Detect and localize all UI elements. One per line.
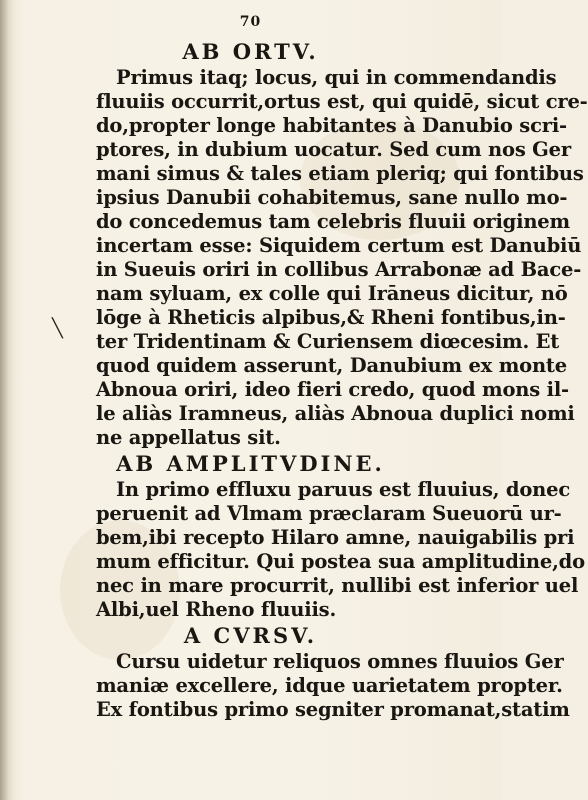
text-line: do concedemus tam celebris fluuii originem (96, 210, 570, 233)
text-line: le aliàs Iramneus, aliàs Abnoua duplici nomi (96, 402, 575, 425)
section-heading-amplitudine: AB AMPLITVDINE. (116, 451, 385, 476)
text-line: bem,ibi recepto Hilaro amne, nauigabilis pri (96, 526, 575, 549)
section-heading-cursu: A CVRSV. (183, 623, 318, 648)
text-line: lōge à Rheticis alpibus,& Rheni fontibus,in- (96, 306, 566, 329)
binding-shadow (0, 0, 14, 800)
text-line: mum efficitur. Qui postea sua amplitudine,do (96, 550, 585, 573)
text-line: ptores, in dubium uocatur. Sed cum nos Ger (96, 138, 571, 161)
text-line: ter Tridentinam & Curiensem diœcesim. Et (96, 330, 560, 353)
text-line: Ex fontibus primo segniter promanat,statim (96, 698, 570, 721)
text-line: incertam esse: Siquidem certum est Danubiū (96, 234, 582, 257)
text-line: ipsius Danubii cohabitemus, sane nullo mo- (96, 186, 568, 209)
text-line: peruenit ad Vlmam præclaram Sueuorū ur- (96, 502, 562, 525)
text-line: ne appellatus sit. (96, 426, 281, 449)
text-line: Abnoua oriri, ideo fieri credo, quod mons il- (96, 378, 569, 401)
section-heading-ortus: AB ORTV. (182, 39, 319, 64)
text-line: fluuiis occurrit,ortus est, qui quidē, sicut cre- (96, 90, 588, 113)
text-line: quod quidem asserunt, Danubium ex monte (96, 354, 567, 377)
text-line: Cursu uidetur reliquos omnes fluuios Ger (116, 650, 564, 673)
text-line: mani simus & tales etiam pleriq; qui fontibus (96, 162, 584, 185)
text-line: maniæ excellere, idque uarietatem propter. (96, 674, 563, 697)
page-number: 70 (239, 14, 262, 30)
text-line: in Sueuis oriri in collibus Arrabonæ ad Bace- (96, 258, 582, 281)
text-line: nec in mare procurrit, nullibi est inferior uel (96, 574, 579, 597)
margin-mark: ╲ (52, 318, 63, 339)
text-line: Primus itaq; locus, qui in commendandis (116, 66, 557, 89)
text-line: do,propter longe habitantes à Danubio scri- (96, 114, 567, 137)
text-line: Albi,uel Rheno fluuiis. (96, 598, 337, 621)
text-line: nam syluam, ex colle qui Irāneus dicitur, nō (96, 282, 568, 305)
text-line: In primo effluxu paruus est fluuius, donec (116, 478, 571, 501)
